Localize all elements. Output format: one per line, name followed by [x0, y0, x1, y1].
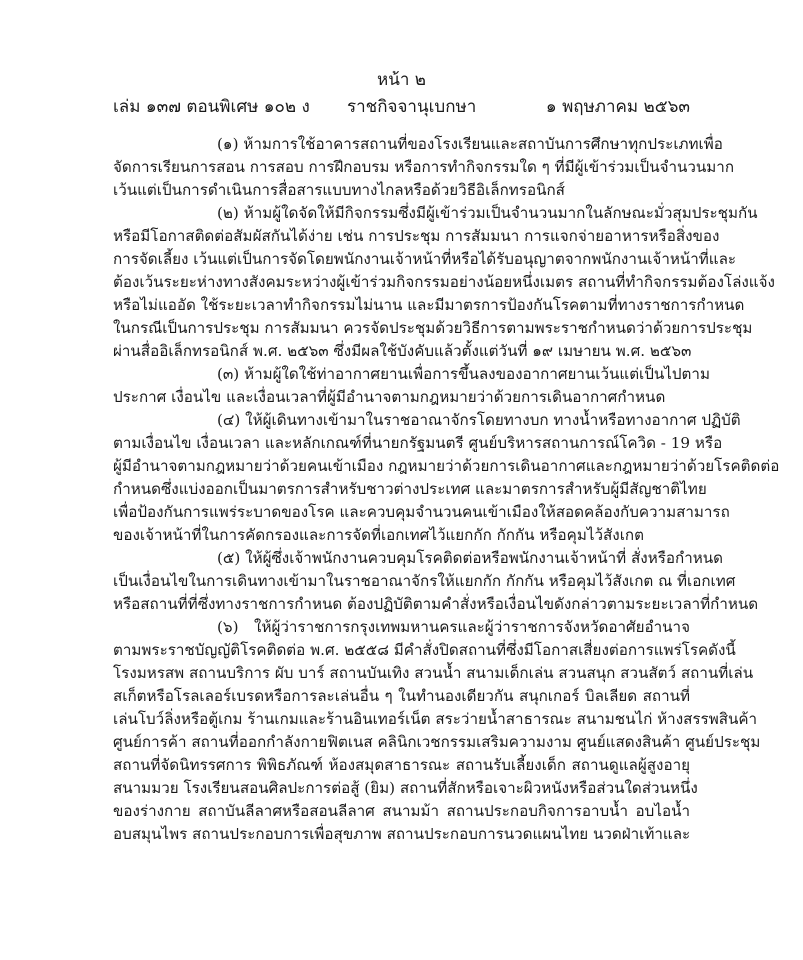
text-line: (๖) ให้ผู้ว่าราชการกรุงเทพมหานครและผู้ว่าราชการจังหวัดอาศัยอำนาจ: [217, 618, 690, 636]
running-header: [113, 93, 690, 117]
text-line: ในกรณีเป็นการประชุม การสัมมนา ควรจัดประชุมด้วยวิธีการตามพระราชกำหนดว่าด้วยการประชุม: [113, 319, 753, 337]
text-line: ศูนย์การค้า สถานที่ออกกำลังกายฟิตเนส คลินิกเวชกรรมเสริมความงาม ศูนย์แสดงสินค้า ศูนย์ประชุม: [113, 733, 761, 751]
text-line: ตามพระราชบัญญัติโรคติดต่อ พ.ศ. ๒๕๕๘ มีคำสั่งปิดสถานที่ซึ่งมีโอกาสเสี่ยงต่อการแพร่โรคดังนี้: [113, 641, 736, 659]
text-line: เพื่อป้องกันการแพร่ระบาดของโรค และควบคุมจำนวนคนเข้าเมืองให้สอดคล้องกับความสามารถ: [113, 503, 730, 521]
text-line: (๕) ให้ผู้ซึ่งเจ้าพนักงานควบคุมโรคติดต่อหรือพนักงานเจ้าหน้าที่ สั่งหรือกำหนด: [217, 549, 723, 567]
paragraph: [113, 363, 710, 409]
text-line: ตามเงื่อนไข เงื่อนเวลา และหลักเกณฑ์ที่นายกรัฐมนตรี ศูนย์บริหารสถานการณ์โควิด - 19 หรือ: [113, 434, 723, 452]
text-line: ผู้มีอำนาจตามกฎหมายว่าด้วยคนเข้าเมือง กฎหมายว่าด้วยการเดินอากาศและกฎหมายว่าด้วยโรคติดต่อ: [113, 457, 780, 475]
volume-issue: เล่ม ๑๓๗ ตอนพิเศษ ๑๐๒ ง: [113, 97, 310, 117]
text-line: หรือไม่แออัด ใช้ระยะเวลาทำกิจกรรมไม่นาน และมีมาตรการป้องกันโรคตามที่ทางราชการกำหนด: [113, 296, 745, 314]
publication-date: ๑ พฤษภาคม ๒๕๖๓: [545, 97, 690, 117]
text-line: โรงมหรสพ สถานบริการ ผับ บาร์ สถานบันเทิง สวนน้ำ สนามเด็กเล่น สวนสนุก สวนสัตว์ สถานที่เล่น: [113, 664, 754, 682]
page-number: หน้า ๒: [377, 70, 426, 90]
text-line: สเก็ตหรือโรลเลอร์เบรดหรือการละเล่นอื่น ๆ ในทำนองเดียวกัน สนุกเกอร์ บิลเลียด สถานที่: [113, 687, 690, 705]
text-line: ของร่างกาย สถาบันลีลาศหรือสอนลีลาศ สนามม้า สถานประกอบกิจการอาบน้ำ อบไอน้ำ: [113, 802, 690, 820]
text-line: ต้องเว้นระยะห่างทางสังคมระหว่างผู้เข้าร่วมกิจกรรมอย่างน้อยหนึ่งเมตร สถานที่ทำกิจกรรมต้องโล่งแจ้ง: [113, 273, 775, 291]
text-line: จัดการเรียนการสอน การสอบ การฝึกอบรม หรือการทำกิจกรรมใด ๆ ที่มีผู้เข้าร่วมเป็นจำนวนมาก: [113, 158, 735, 176]
text-line: เว้นแต่เป็นการดำเนินการสื่อสารแบบทางไกลหรือด้วยวิธีอิเล็กทรอนิกส์: [113, 181, 565, 199]
text-line: (๓) ห้ามผู้ใดใช้ท่าอากาศยานเพื่อการขึ้นลงของอากาศยานเว้นแต่เป็นไปตาม: [217, 365, 710, 383]
paragraph: [113, 547, 759, 616]
text-line: หรือสถานที่ที่ซึ่งทางราชการกำหนด ต้องปฏิบัติตามคำสั่งหรือเงื่อนไขดังกล่าวตามระยะเวลาที่กำหนด: [113, 595, 759, 613]
text-line: สนามมวย โรงเรียนสอนศิลปะการต่อสู้ (ยิม) สถานที่สักหรือเจาะผิวหนังหรือส่วนใดส่วนหนึ่ง: [113, 779, 698, 797]
paragraph: [113, 616, 761, 846]
text-line: (๒) ห้ามผู้ใดจัดให้มีกิจกรรมซึ่งมีผู้เข้าร่วมเป็นจำนวนมากในลักษณะมั่วสุมประชุมกัน: [217, 204, 758, 222]
text-line: กำหนดซึ่งแบ่งออกเป็นมาตรการสำหรับชาวต่างประเทศ และมาตรการสำหรับผู้มีสัญชาติไทย: [113, 480, 707, 498]
body-text: [113, 133, 780, 846]
text-line: หรือมีโอกาสติดต่อสัมผัสกันได้ง่าย เช่น การประชุม การสัมมนา การแจกจ่ายอาหารหรือสิ่งของ: [113, 227, 720, 245]
text-line: (๑) ห้ามการใช้อาคารสถานที่ของโรงเรียนและสถาบันการศึกษาทุกประเภทเพื่อ: [217, 135, 723, 153]
text-line: ผ่านสื่ออิเล็กทรอนิกส์ พ.ศ. ๒๕๖๓ ซึ่งมีผลใช้บังคับแล้วตั้งแต่วันที่ ๑๙ เมษายน พ.ศ. ๒๕๖๓: [113, 342, 692, 360]
text-line: ประกาศ เงื่อนไข และเงื่อนเวลาที่ผู้มีอำนาจตามกฎหมายว่าด้วยการเดินอากาศกำหนด: [113, 388, 666, 406]
text-line: (๔) ให้ผู้เดินทางเข้ามาในราชอาณาจักรโดยทางบก ทางน้ำหรือทางอากาศ ปฏิบัติ: [217, 411, 741, 429]
paragraph: [113, 202, 775, 363]
publication-name: ราชกิจจานุเบกษา: [347, 97, 477, 117]
paragraph: [113, 133, 735, 202]
paragraph: [113, 409, 780, 547]
text-line: การจัดเลี้ยง เว้นแต่เป็นการจัดโดยพนักงานเจ้าหน้าที่หรือได้รับอนุญาตจากพนักงานเจ้าหน้าที่และ: [113, 250, 737, 268]
text-line: ของเจ้าหน้าที่ในการคัดกรองและการจัดที่เอกเทศไว้แยกกัก กักกัน หรือคุมไว้สังเกต: [113, 526, 644, 544]
text-line: เล่นโบว์ลิ่งหรือตู้เกม ร้านเกมและร้านอินเทอร์เน็ต สระว่ายน้ำสาธารณะ สนามชนไก่ ห้างสรรพสินค้า: [113, 710, 758, 728]
text-line: สถานที่จัดนิทรรศการ พิพิธภัณฑ์ ห้องสมุดสาธารณะ สถานรับเลี้ยงเด็ก สถานดูแลผู้สูงอายุ: [113, 756, 690, 774]
text-line: อบสมุนไพร สถานประกอบการเพื่อสุขภาพ สถานประกอบการนวดแผนไทย นวดฝ่าเท้าและ: [113, 825, 691, 843]
text-line: เป็นเงื่อนไขในการเดินทางเข้ามาในราชอาณาจักรให้แยกกัก กักกัน หรือคุมไว้สังเกต ณ ที่เอกเทศ: [113, 572, 736, 590]
